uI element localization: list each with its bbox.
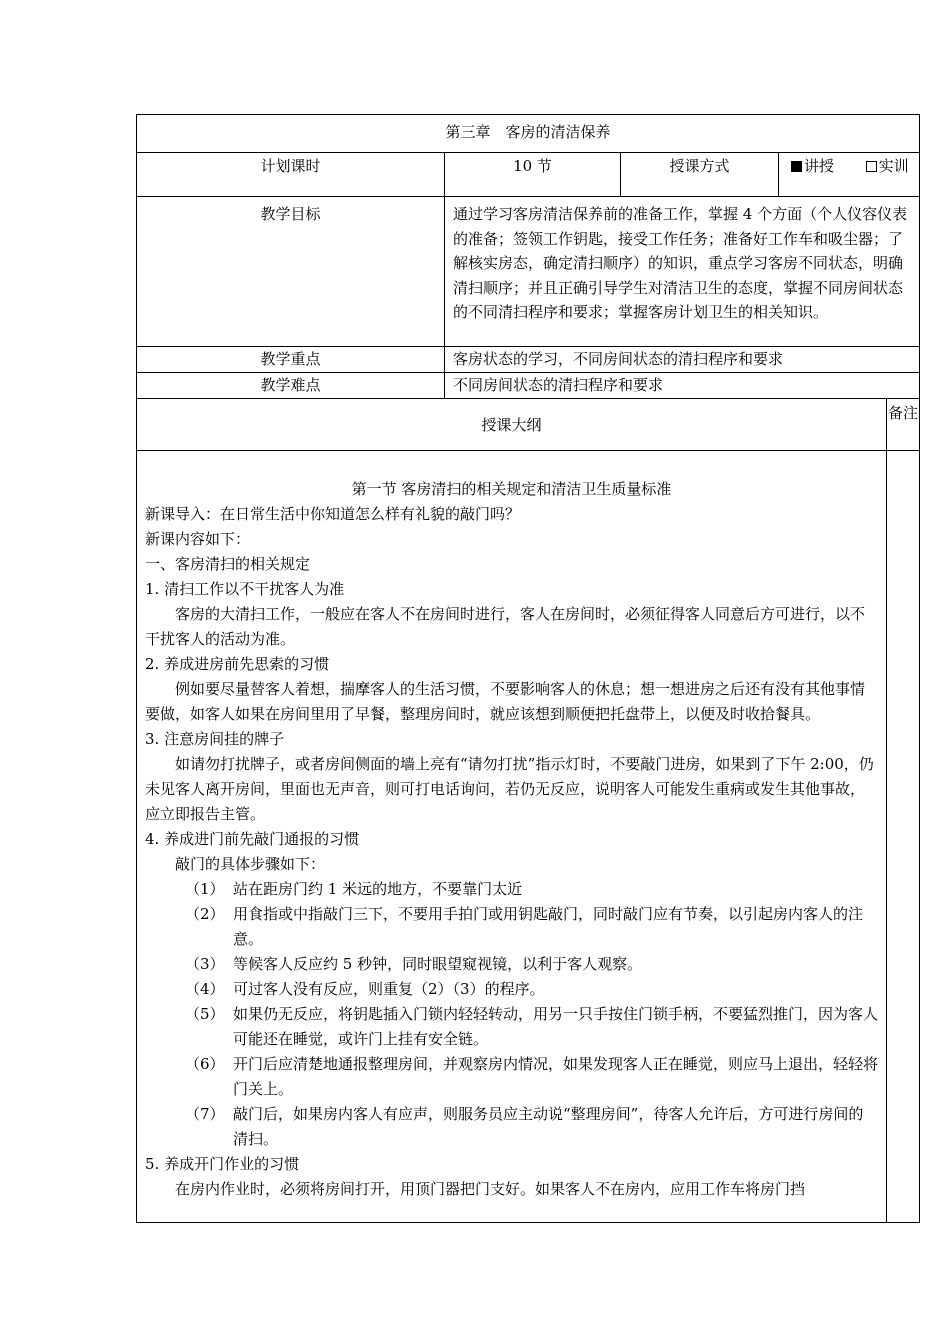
chapter-title-row (136, 114, 920, 152)
outline-content (137, 451, 886, 1222)
step-number: （3） (185, 955, 225, 973)
step-number: （6） (185, 1055, 225, 1073)
item-5-title: 5. 养成开门作业的习惯 (145, 1155, 300, 1173)
focus-label: 教学重点 (260, 350, 321, 368)
step-item (145, 1102, 878, 1152)
step-number: （7） (185, 1105, 225, 1123)
method-options (778, 153, 919, 196)
focus-text: 客房状态的学习，不同房间状态的清扫程序和要求 (444, 347, 919, 372)
step-number: （2） (185, 905, 225, 923)
item-3-title: 3. 注意房间挂的牌子 (145, 730, 285, 748)
chapter-title: 第三章 客房的清洁保养 (445, 123, 611, 141)
step-number: （4） (185, 980, 225, 998)
outline-label: 授课大纲 (481, 416, 542, 434)
note-column (886, 451, 919, 1222)
item-1-title: 1. 清扫工作以不干扰客人为准 (145, 580, 345, 598)
step-item (145, 877, 878, 902)
item-4-intro: 敲门的具体步骤如下： (175, 855, 326, 873)
content-label: 新课内容如下： (145, 530, 251, 548)
outline-body-row (136, 450, 920, 1223)
step-text: 开门后应清楚地通报整理房间，并观察房内情况，如果发现客人正在睡觉，则应马上退出，轻轻将门关上。 (233, 1055, 879, 1098)
plan-row (136, 152, 920, 196)
outline-header-row (136, 398, 920, 450)
difficulty-text: 不同房间状态的清扫程序和要求 (444, 373, 919, 398)
step-text: 用食指或中指敲门三下，不要用手拍门或用钥匙敲门，同时敲门应有节奏，以引起房内客人的注意。 (233, 905, 864, 948)
item-2-title: 2. 养成进房前先思索的习惯 (145, 655, 330, 673)
goal-label: 教学目标 (260, 205, 321, 223)
step-number: （5） (185, 1005, 225, 1023)
item-1-text: 客房的大清扫工作，一般应在客人不在房间时进行，客人在房间时，必须征得客人同意后方可进行，以不干扰客人的活动为准。 (145, 605, 866, 648)
step-text: 如果仍无反应，将钥匙插入门锁内轻轻转动，用另一只手按住门锁手柄，不要猛烈推门，因为客人可能还在睡觉，或许门上挂有安全链。 (233, 1005, 879, 1048)
step-text: 等候客人反应约 5 秒钟，同时眼望窥视镜，以利于客人观察。 (233, 955, 643, 973)
step-text: 站在距房门约 1 米远的地方，不要靠门太近 (233, 880, 523, 898)
item-4-title: 4. 养成进门前先敲门通报的习惯 (145, 830, 360, 848)
method-label: 授课方式 (620, 153, 778, 196)
step-item (145, 902, 878, 952)
step-text: 可过客人没有反应，则重复（2）（3）的程序。 (233, 980, 545, 998)
practice-option-label: 实训 (878, 157, 909, 175)
item-3-text: 如请勿打扰牌子，或者房间侧面的墙上亮有“请勿打扰”指示灯时，不要敲门进房，如果到了下午 2:00，仍未见客人离开房间，里面也无声音，则可打电话询问，若仍无反应，说明客人可能发生重病或发生其他事故，应立即报告主管。 (145, 755, 874, 823)
step-item (145, 977, 878, 1002)
heading-1: 一、客房清扫的相关规定 (145, 555, 311, 573)
hours-value: 10 节 (444, 153, 620, 196)
item-5-text: 在房内作业时，必须将房间打开，用顶门器把门支好。如果客人不在房内，应用工作车将房门挡 (175, 1180, 806, 1198)
lesson-plan-table (136, 114, 920, 1223)
step-item (145, 1002, 878, 1052)
step-number: （1） (185, 880, 225, 898)
note-label: 备注 (886, 399, 919, 450)
step-text: 敲门后，如果房内客人有应声，则服务员应主动说“整理房间”，待客人允许后，方可进行房间的清扫。 (233, 1105, 864, 1148)
step-item (145, 952, 878, 977)
hours-label: 计划课时 (260, 157, 321, 175)
intro-text: 新课导入：在日常生活中你知道怎么样有礼貌的敲门吗？ (145, 505, 521, 523)
focus-row (136, 346, 920, 372)
lecture-checkbox[interactable] (791, 161, 802, 172)
difficulty-label: 教学难点 (260, 376, 321, 394)
item-2-text: 例如要尽量替客人着想，揣摩客人的生活习惯，不要影响客人的休息；想一想进房之后还有没有其他事情要做，如客人如果在房间里用了早餐，整理房间时，就应该想到顺便把托盘带上，以便及时收拾餐具。 (145, 680, 866, 723)
practice-checkbox[interactable] (866, 161, 877, 172)
section-title: 第一节 客房清扫的相关规定和清洁卫生质量标准 (351, 480, 672, 498)
goal-row (136, 196, 920, 346)
step-item (145, 1052, 878, 1102)
lecture-option-label: 讲授 (804, 157, 835, 175)
difficulty-row (136, 372, 920, 398)
goal-text: 通过学习客房清洁保养前的准备工作，掌握 4 个方面（个人仪容仪表的准备；签领工作钥匙，接受工作任务；准备好工作车和吸尘器；了解核实房态，确定清扫顺序）的知识，重点学习客房不同状态，明确清扫顺序；并且正确引导学生对清洁卫生的态度，掌握不同房间状态的不同清扫程序和要求；掌握客房计划卫生的相关知识。 (444, 197, 919, 346)
